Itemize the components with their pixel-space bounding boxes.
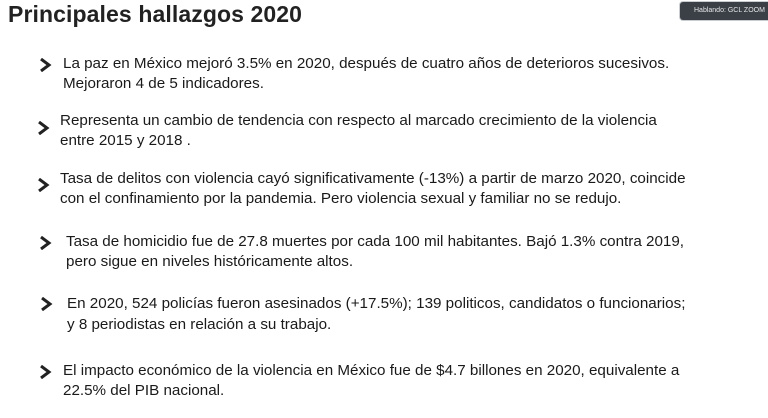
chevron-right-icon [38, 236, 52, 250]
bullet-line: Tasa de homicidio fue de 27.8 muertes por cada 100 mil habitantes. Bajó 1.3% contra 2019, [66, 233, 685, 250]
slide-title: Principales hallazgos 2020 [8, 1, 303, 27]
chevron-right-icon [36, 121, 50, 135]
bullet-line: y 8 periodistas en relación a su trabajo. [67, 316, 332, 333]
bullet-line: Mejoraron 4 de 5 indicadores. [63, 75, 264, 92]
bullet-line: En 2020, 524 policías fueron asesinados (+17.5%); 139 politicos, candidatos o funcionarios; [67, 295, 686, 312]
bullet-line: La paz en México mejoró 3.5% en 2020, después de cuatro años de deterioros sucesivos. [63, 55, 670, 72]
bullet-line: con el confinamiento por la pandemia. Pero violencia sexual y familiar no se redujo. [60, 190, 622, 207]
bullet-line: Tasa de delitos con violencia cayó significativamente (-13%) a partir de marzo 2020, coincide [60, 170, 686, 187]
bullet-line: 22.5% del PIB nacional. [63, 382, 225, 399]
bullet-line: Representa un cambio de tendencia con respecto al marcado crecimiento de la violencia [60, 112, 657, 129]
bullet-line: pero sigue en niveles históricamente altos. [66, 253, 354, 270]
active-speaker-indicator: Hablando: GCL ZOOM [680, 2, 768, 20]
chevron-right-icon [39, 297, 53, 311]
chevron-right-icon [36, 178, 50, 192]
bullet-line: entre 2015 y 2018 . [60, 132, 191, 149]
chevron-right-icon [38, 58, 52, 72]
bullet-line: El impacto económico de la violencia en México fue de $4.7 billones en 2020, equivalente a [63, 362, 680, 379]
chevron-right-icon [38, 365, 52, 379]
